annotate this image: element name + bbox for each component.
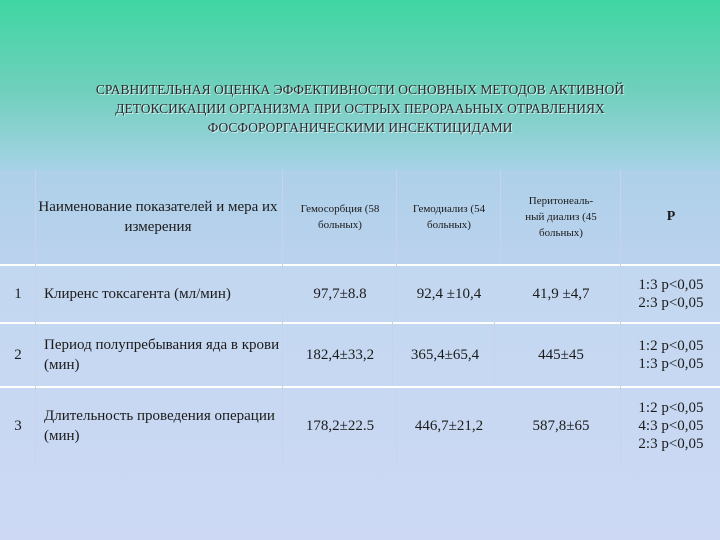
row-3-number: 3: [14, 417, 22, 434]
row-3-name: Длительность проведения операции (мин): [44, 408, 275, 444]
header-name: Наименование показателей и мера их измерения: [38, 199, 278, 235]
row-divider: [0, 264, 720, 266]
row-3-hemosorption: 178,2±22.5: [305, 417, 375, 434]
row-2-name: Период полупребывания яда в крови (мин): [44, 337, 280, 373]
title-line-3: ФОСФОРОРГАНИЧЕСКИМИ ИНСЕКТИЦИДАМИ: [207, 120, 513, 135]
row-2-p-line-2: 1:3 p<0,05: [638, 356, 704, 372]
column-divider: [35, 170, 36, 464]
header-p: P: [666, 209, 676, 224]
column-divider: [282, 170, 283, 464]
header-peritoneal-line-1: Перитонеаль-: [528, 195, 594, 207]
row-2-hemodialysis: 365,4±65,4: [410, 346, 480, 363]
column-divider: [396, 170, 397, 320]
row-2-p-line-1: 1:2 p<0,05: [638, 338, 704, 354]
row-1-hemodialysis: 92,4 ±10,4: [416, 285, 482, 302]
row-2-number: 2: [14, 346, 22, 363]
row-1-name: Клиренс токсагента (мл/мин): [44, 286, 231, 302]
page-title: [40, 80, 680, 137]
row-divider: [0, 386, 720, 388]
comparison-table: [0, 170, 720, 464]
row-1-p-line-2: 2:3 p<0,05: [638, 295, 704, 311]
row-3-hemodialysis: 446,7±21,2: [414, 417, 484, 434]
row-2-hemosorption: 182,4±33,2: [305, 346, 375, 363]
title-line-1: СРАВНИТЕЛЬНАЯ ОЦЕНКА ЭФФЕКТИВНОСТИ ОСНОВНЫХ МЕТОДОВ АКТИВНОЙ: [95, 82, 625, 97]
column-divider: [620, 170, 621, 464]
row-2-peritoneal: 445±45: [538, 346, 584, 363]
header-hemosorption: Гемосорбция (58 больных): [300, 203, 380, 231]
row-3-p-line-1: 1:2 p<0,05: [638, 400, 704, 416]
row-1-p: [622, 266, 720, 322]
header-hemodialysis: Гемодиализ (54 больных): [412, 203, 486, 231]
column-divider: [494, 322, 495, 386]
header-peritoneal: [502, 170, 620, 264]
column-divider: [396, 388, 397, 464]
header-peritoneal-line-2: ный диализ (45 больных): [525, 211, 597, 239]
row-1-hemosorption: 97,7±8.8: [313, 285, 367, 302]
row-1-peritoneal: 41,9 ±4,7: [532, 285, 590, 302]
row-3-p-line-3: 2:3 p<0,05: [638, 436, 704, 452]
row-divider: [0, 322, 720, 324]
row-3-p: [622, 388, 720, 464]
row-2-p: [622, 324, 720, 386]
row-3-peritoneal: 587,8±65: [532, 417, 590, 434]
title-line-2: ДЕТОКСИКАЦИИ ОРГАНИЗМА ПРИ ОСТРЫХ ПЕРОРААЬНЫХ ОТРАВЛЕНИЯХ: [115, 101, 605, 116]
row-1-p-line-1: 1:3 p<0,05: [638, 277, 704, 293]
column-divider: [500, 170, 501, 264]
row-1-number: 1: [14, 285, 22, 302]
row-3-p-line-2: 4:3 p<0,05: [638, 418, 704, 434]
column-divider: [392, 322, 393, 386]
